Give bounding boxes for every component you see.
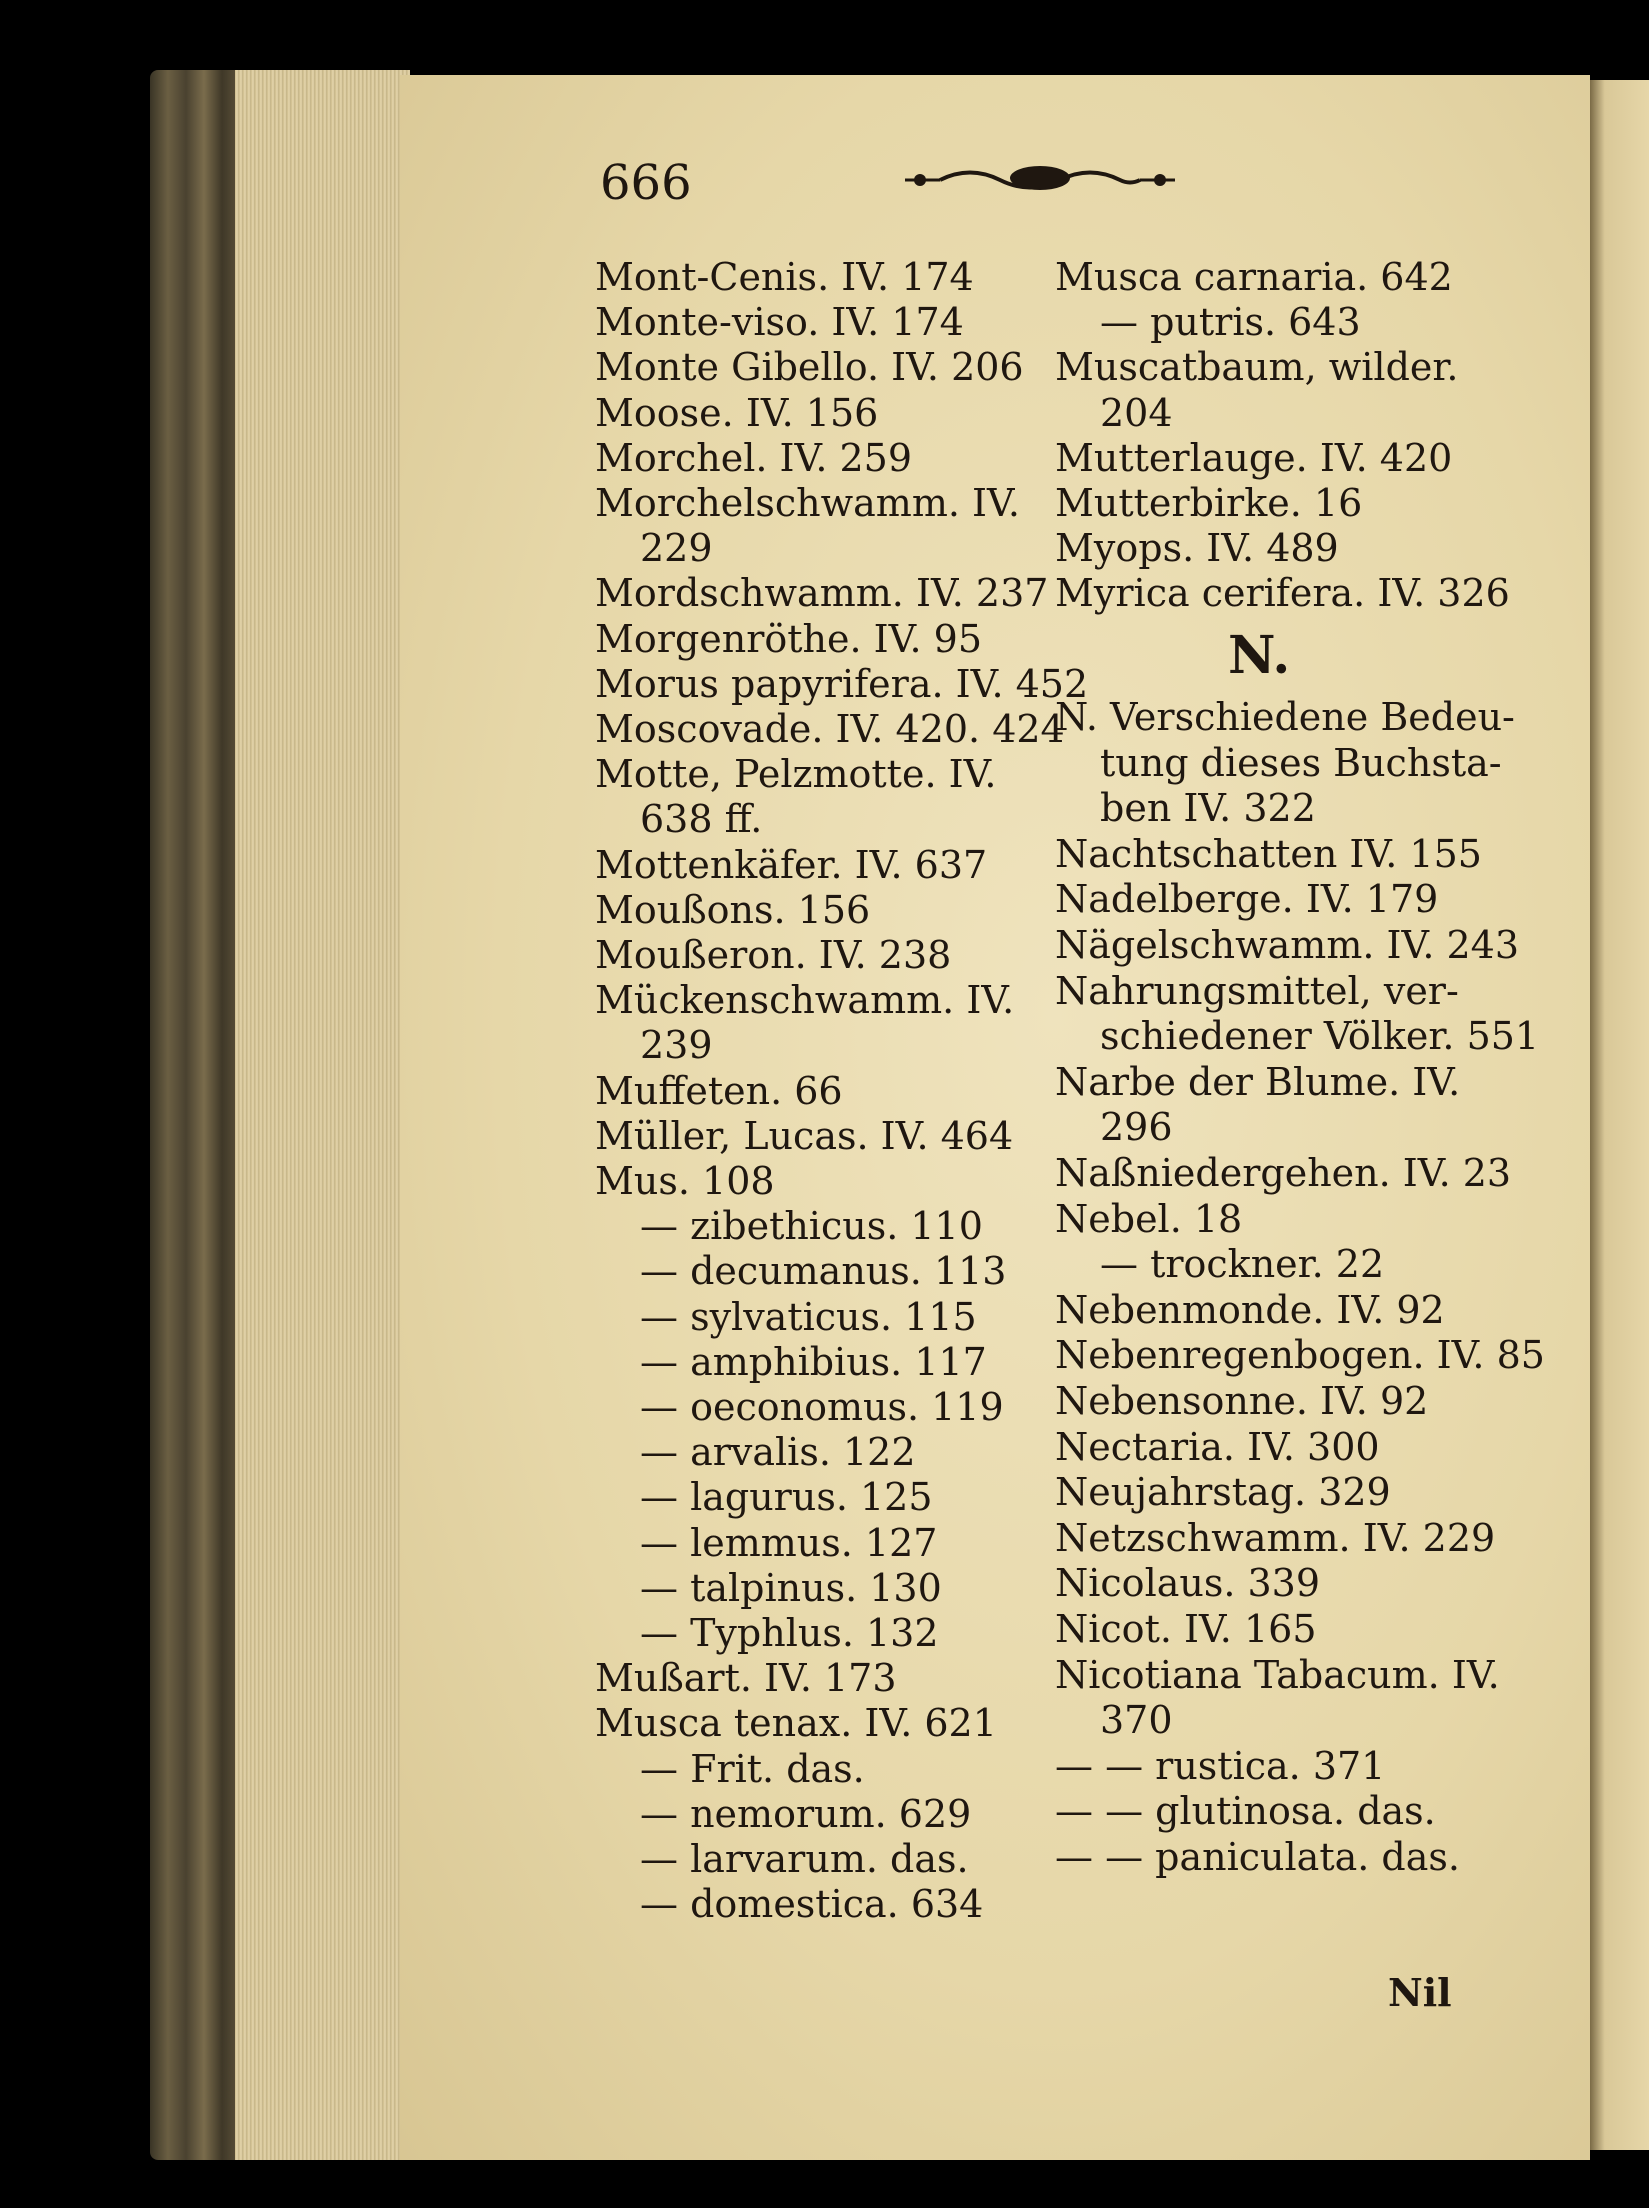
index-entry: — Typhlus. 132 [640, 1611, 939, 1655]
index-entry: — Frit. das. [640, 1746, 865, 1791]
index-entry: Moose. IV. 156 [595, 390, 879, 435]
index-entry: Musca tenax. IV. 621 [595, 1701, 997, 1746]
page-number: 666 [600, 155, 692, 211]
index-entry: Naßniedergehen. IV. 23 [1055, 1151, 1512, 1195]
index-entry: Muffeten. 66 [595, 1068, 843, 1113]
index-entry: — nemorum. 629 [640, 1791, 972, 1836]
index-entry: N. Verschiedene Bedeu- [1055, 695, 1515, 739]
index-entry: — amphibius. 117 [640, 1339, 987, 1384]
index-entry: Moscovade. IV. 420. 424 [595, 707, 1065, 751]
index-entry: 204 [1100, 390, 1173, 435]
index-entry: Nebenregenbogen. IV. 85 [1055, 1333, 1545, 1378]
index-entry: Müller, Lucas. IV. 464 [595, 1113, 1014, 1158]
index-entry: Monte-viso. IV. 174 [595, 300, 964, 345]
index-entry: Nachtschatten IV. 155 [1055, 831, 1482, 876]
index-entry: Moußons. 156 [595, 887, 871, 932]
index-entry: Mottenkäfer. IV. 637 [595, 842, 988, 887]
index-entry: Mutterbirke. 16 [1055, 481, 1363, 525]
index-entry: Netzschwamm. IV. 229 [1055, 1515, 1496, 1560]
index-entry: — oeconomus. 119 [640, 1385, 1004, 1429]
index-entry: Morus papyrifera. IV. 452 [595, 661, 1089, 706]
index-entry: Morchelschwamm. IV. [595, 481, 1020, 525]
index-entry: Myops. IV. 489 [1055, 526, 1339, 571]
index-entry: Nicot. IV. 165 [1055, 1607, 1317, 1651]
index-entry: Moußeron. IV. 238 [595, 933, 952, 977]
index-entry: — lemmus. 127 [640, 1520, 938, 1565]
index-entry: 638 ff. [640, 797, 763, 842]
index-entry: — arvalis. 122 [640, 1430, 916, 1475]
index-entry: 229 [640, 526, 713, 571]
index-entry: schiedener Völker. 551 [1100, 1014, 1540, 1059]
index-entry: Morgenröthe. IV. 95 [595, 616, 982, 661]
index-entry: Nahrungsmittel, ver- [1055, 968, 1459, 1013]
index-entry: — sylvaticus. 115 [640, 1294, 977, 1339]
index-entry: Mußart. IV. 173 [595, 1656, 897, 1701]
index-entry: — larvarum. das. [640, 1837, 969, 1881]
index-entry: — lagurus. 125 [640, 1475, 933, 1520]
index-entry: Nebel. 18 [1055, 1196, 1243, 1241]
index-entry: Myrica cerifera. IV. 326 [1055, 571, 1510, 616]
index-entry: — — paniculata. das. [1055, 1835, 1460, 1879]
index-entry: — — glutinosa. das. [1055, 1789, 1436, 1834]
index-entry: Nägelschwamm. IV. 243 [1055, 923, 1520, 967]
index-entry: — domestica. 634 [640, 1882, 984, 1927]
index-entry: — zibethicus. 110 [640, 1204, 983, 1249]
section-letter-n: N. [1228, 625, 1291, 686]
index-entry: Musca carnaria. 642 [1055, 255, 1453, 299]
index-entry: — trockner. 22 [1100, 1242, 1385, 1287]
index-entry: Mutterlauge. IV. 420 [1055, 435, 1453, 480]
index-entry: Neujahrstag. 329 [1055, 1470, 1391, 1515]
index-entry: Nicolaus. 339 [1055, 1561, 1321, 1606]
index-entry: 370 [1100, 1698, 1173, 1743]
catchword: Nil [1388, 1970, 1452, 2015]
page-edges [235, 70, 410, 2160]
index-entry: Nectaria. IV. 300 [1055, 1424, 1380, 1469]
index-entry: — decumanus. 113 [640, 1249, 1007, 1294]
index-entry: Narbe der Blume. IV. [1055, 1059, 1461, 1104]
index-entry: tung dieses Buchsta- [1100, 740, 1502, 785]
index-entry: Monte Gibello. IV. 206 [595, 345, 1024, 390]
index-entry: Motte, Pelzmotte. IV. [595, 752, 997, 797]
index-entry: ben IV. 322 [1100, 786, 1316, 831]
index-entry: Nicotiana Tabacum. IV. [1055, 1652, 1500, 1697]
index-entry: Mont-Cenis. IV. 174 [595, 255, 974, 299]
index-entry: — putris. 643 [1100, 300, 1361, 345]
index-entry: Nebensonne. IV. 92 [1055, 1379, 1429, 1423]
header-ornament [900, 160, 1180, 200]
index-entry: Mordschwamm. IV. 237 [595, 571, 1049, 616]
book-spine-edge [150, 70, 240, 2160]
index-entry: Mückenschwamm. IV. [595, 978, 1015, 1023]
index-entry: Nebenmonde. IV. 92 [1055, 1287, 1445, 1332]
index-entry: Muscatbaum, wilder. [1055, 345, 1459, 390]
index-entry: 296 [1100, 1105, 1173, 1150]
facing-page-edge [1590, 80, 1649, 2150]
index-entry: Mus. 108 [595, 1159, 775, 1203]
index-entry: 239 [640, 1023, 713, 1068]
index-entry: — talpinus. 130 [640, 1565, 942, 1610]
index-entry: Nadelberge. IV. 179 [1055, 877, 1439, 922]
index-entry: Morchel. IV. 259 [595, 435, 913, 480]
index-entry: — — rustica. 371 [1055, 1743, 1386, 1788]
